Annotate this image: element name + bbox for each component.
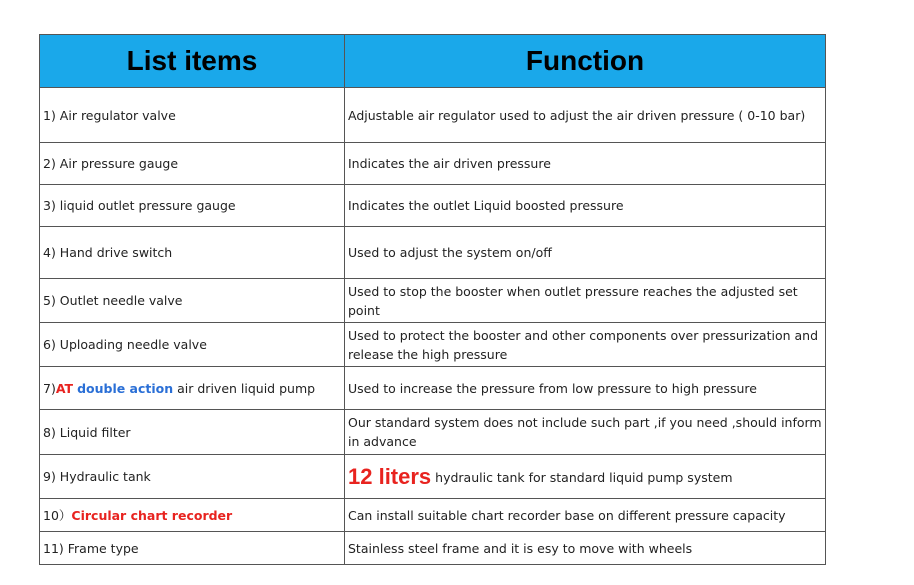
- function-highlight-capacity: 12 liters: [348, 463, 432, 489]
- item-cell: 2) Air pressure gauge: [40, 143, 345, 185]
- table-row: [40, 323, 826, 367]
- table-row: [40, 279, 826, 323]
- item-cell: 1) Air regulator valve: [40, 88, 345, 143]
- header-function: Function: [345, 35, 826, 88]
- function-cell: Adjustable air regulator used to adjust the air driven pressure ( 0-10 bar): [345, 88, 826, 143]
- function-cell: Used to stop the booster when outlet pressure reaches the adjusted set point: [345, 279, 826, 323]
- item-cell: 5) Outlet needle valve: [40, 279, 345, 323]
- table-row: [40, 410, 826, 455]
- function-cell: [345, 455, 826, 499]
- function-cell: Indicates the air driven pressure: [345, 143, 826, 185]
- table-row: [40, 499, 826, 532]
- function-cell: Can install suitable chart recorder base on different pressure capacity: [345, 499, 826, 532]
- item-highlight-blue: double action: [77, 380, 174, 396]
- header-list-items: List items: [40, 35, 345, 88]
- function-cell: Stainless steel frame and it is esy to move with wheels: [345, 532, 826, 565]
- table-row: [40, 227, 826, 279]
- item-cell: 9) Hydraulic tank: [40, 455, 345, 499]
- table-row: [40, 143, 826, 185]
- item-cell: 11) Frame type: [40, 532, 345, 565]
- item-highlight-red: AT: [55, 380, 74, 396]
- item-cell: 3) liquid outlet pressure gauge: [40, 185, 345, 227]
- table-row: [40, 367, 826, 410]
- table-row: [40, 455, 826, 499]
- table-row: [40, 185, 826, 227]
- item-highlight-red: Circular chart recorder: [71, 507, 233, 523]
- function-cell: Our standard system does not include such part ,if you need ,should inform in advance: [345, 410, 826, 455]
- item-cell: 8) Liquid filter: [40, 410, 345, 455]
- item-cell: [40, 367, 345, 410]
- spec-table: [39, 34, 826, 565]
- function-cell: Used to adjust the system on/off: [345, 227, 826, 279]
- function-cell: Used to protect the booster and other components over pressurization and release the high pressure: [345, 323, 826, 367]
- item-prefix: 10）: [43, 507, 72, 523]
- item-cell: 4) Hand drive switch: [40, 227, 345, 279]
- table-row: [40, 532, 826, 565]
- item-prefix: 7): [43, 380, 56, 396]
- table-row: [40, 88, 826, 143]
- function-rest: hydraulic tank for standard liquid pump system: [431, 469, 733, 485]
- function-cell: Indicates the outlet Liquid boosted pressure: [345, 185, 826, 227]
- header-row: [40, 35, 826, 88]
- item-cell: [40, 499, 345, 532]
- function-cell: Used to increase the pressure from low pressure to high pressure: [345, 367, 826, 410]
- item-cell: 6) Uploading needle valve: [40, 323, 345, 367]
- item-rest: air driven liquid pump: [173, 380, 316, 396]
